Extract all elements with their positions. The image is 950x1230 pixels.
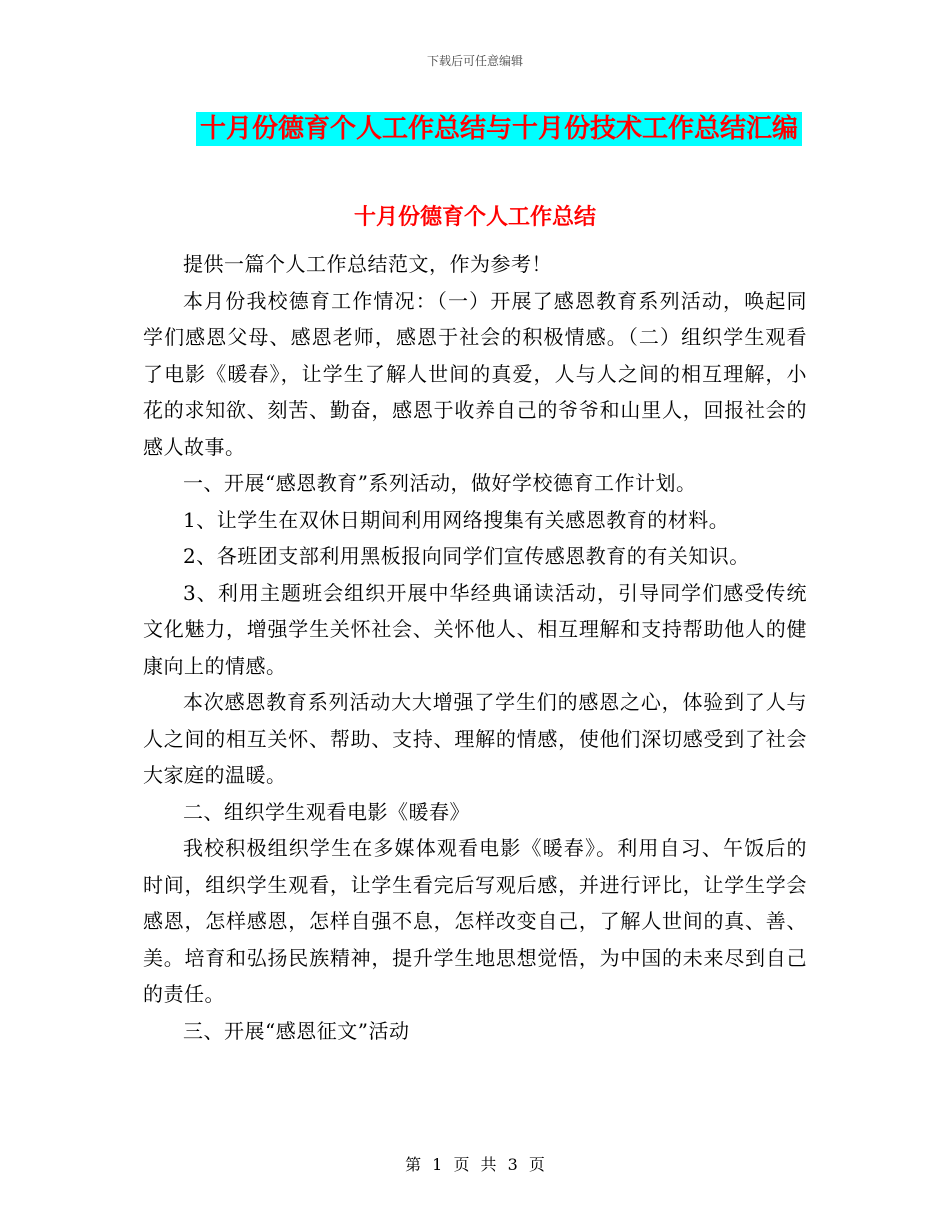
paragraph: 提供一篇个人工作总结范文，作为参考！ [183,252,552,276]
document-body [143,246,807,1049]
header-note: 下载后可任意编辑 [426,54,523,68]
page-number-footer: 第 1 页 共 3 页 [405,1155,545,1174]
paragraph: 二、组织学生观看电影《暖春》 [183,799,470,824]
paragraph: 本次感恩教育系列活动大大增强了学生们的感恩之心，体验到了人与人之间的相互关怀、帮助、支持、理解的情感，使他们深切感受到了社会大家庭的温暖。 [143,690,807,787]
paragraph: 3、利用主题班会组织开展中华经典诵读活动，引导同学们感受传统文化魅力，增强学生关怀社会、关怀他人、相互理解和支持帮助他人的健康向上的情感。 [143,580,807,678]
paragraph: 本月份我校德育工作情况：（一）开展了感恩教育系列活动，唤起同学们感恩父母、感恩老师，感恩于社会的积极情感。（二）组织学生观看了电影《暖春》，让学生了解人世间的真爱，人与人之间的相互理解，小花的求知欲、刻苦、勤奋，感恩于收养自己的爷爷和山里人，回报社会的感人故事。 [143,288,807,459]
document-main-title: 十月份德育个人工作总结与十月份技术工作总结汇编 [196,112,802,146]
section-title: 十月份德育个人工作总结 [353,205,596,230]
paragraph: 我校积极组织学生在多媒体观看电影《暖春》。利用自习、午饭后的时间，组织学生观看，让学生看完后写观后感，并进行评比，让学生学会感恩，怎样感恩，怎样自强不息，怎样改变自己，了解人世间的真、善、美。培育和弘扬民族精神，提升学生地思想觉悟，为中国的未来尽到自己的责任。 [143,836,807,1006]
paragraph: 2、各班团支部利用黑板报向同学们宣传感恩教育的有关知识。 [183,544,750,568]
paragraph: 三、开展“感恩征文”活动 [183,1018,410,1043]
paragraph: 1、让学生在双休日期间利用网络搜集有关感恩教育的材料。 [183,507,730,532]
paragraph: 一、开展“感恩教育”系列活动，做好学校德育工作计划。 [183,471,697,495]
